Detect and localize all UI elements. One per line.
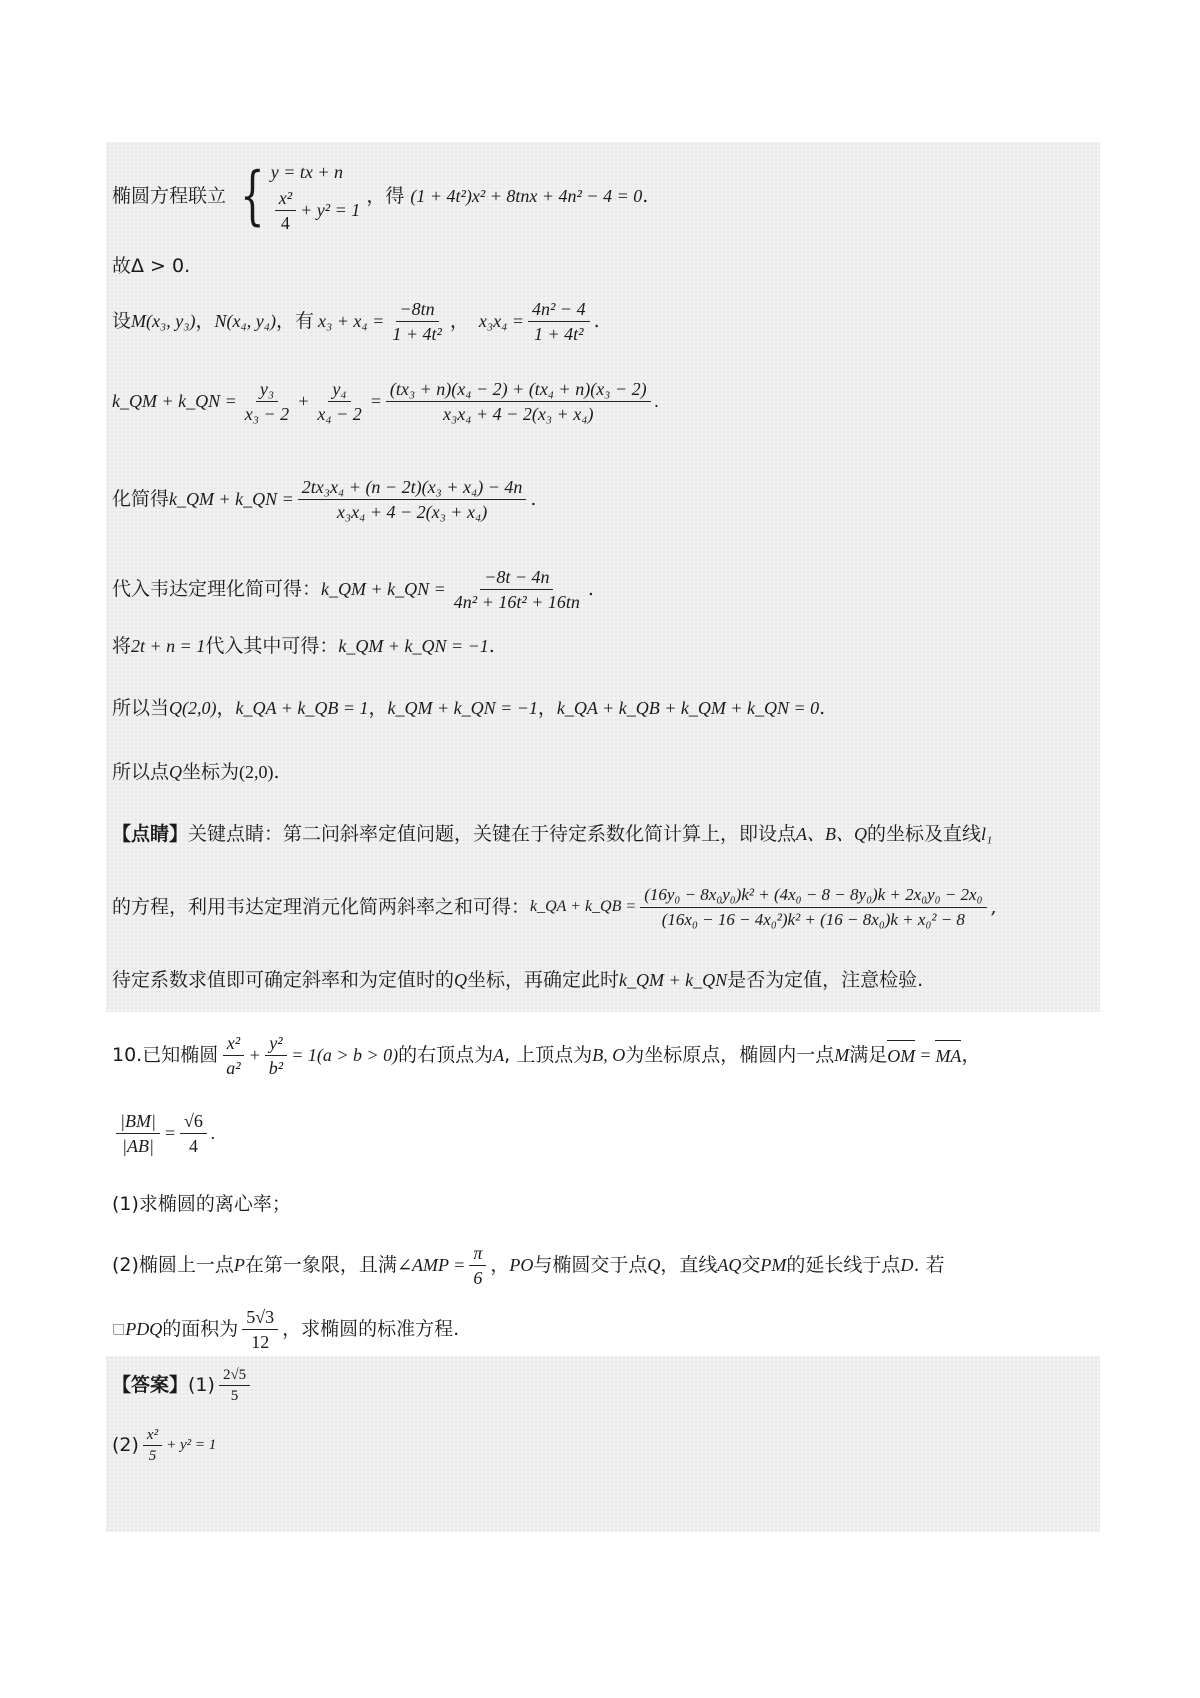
text: ，直线 <box>660 1254 718 1276</box>
frac-num: x² <box>275 186 296 211</box>
text: ， <box>961 1044 981 1066</box>
ellipse-condition: = 1(a > b > 0) <box>291 1045 399 1065</box>
line-pm: PM <box>760 1255 787 1275</box>
text: 关键点睛：第二问斜率定值问题，关键在于待定系数化简计算上，即设点 <box>188 823 797 845</box>
text: ， <box>195 310 215 332</box>
text: ，有 <box>276 310 315 332</box>
line-l1: l₁ <box>981 824 993 844</box>
solution-line-2 <box>112 252 190 280</box>
frac-num: 2tx₃x₄ + (n − 2t)(x₃ + x₄) − 4n <box>298 475 527 500</box>
point-n: N(x₄, y₄) <box>214 311 277 331</box>
solution-line-7: 将 2t + n = 1 代入其中可得： k_QM + k_QN = −1 . <box>112 632 495 660</box>
frac-num: x² <box>143 1425 162 1446</box>
slope-sum-lhs: k_QA + k_QB = <box>530 898 637 915</box>
answer-label-1: (1) <box>188 1374 215 1396</box>
triangle-pdq: PDQ <box>125 1319 163 1339</box>
frac-num: y² <box>265 1031 286 1056</box>
text: 代入其中可得： <box>205 635 339 657</box>
point-q: Q <box>169 762 183 782</box>
frac-num: −8tn <box>396 297 439 322</box>
text: 代入韦达定理化简可得： <box>112 578 322 600</box>
frac-num: −8t − 4n <box>480 565 553 590</box>
solution-line-5: 化简得 k_QM + k_QN = $\frac{\text{2tx₃x₄ + (n − 2t)(x₃ + x₄) − 4n}}{\text{x₃x₄ + 4 − 2(x₃ + x₄)}}$ . <box>112 476 537 522</box>
period: . <box>642 185 649 207</box>
frac-den: x₃x₄ + 4 − 2(x₃ + x₄) <box>336 501 488 522</box>
text: 的延长线于点 <box>786 1254 901 1276</box>
points: A、B、Q <box>796 824 868 844</box>
vieta-product-lhs: x₃x₄ = <box>478 311 525 331</box>
text: 的面积为 <box>162 1318 239 1340</box>
text: 设 <box>112 310 132 332</box>
highlight-tag: 【点睛】 <box>112 823 189 845</box>
quadratic-equation: (1 + 4t²)x² + 8tnx + 4n² − 4 = 0 <box>410 186 643 206</box>
text: 坐标，再确定此时 <box>467 969 620 991</box>
frac-den: 12 <box>251 1331 270 1352</box>
problem-question-2-cont <box>112 1300 459 1358</box>
text: 的右顶点为 <box>398 1044 494 1066</box>
frac-den: a² <box>226 1057 241 1078</box>
text: 与椭圆交于点 <box>533 1254 648 1276</box>
problem-question-2 <box>112 1236 945 1294</box>
frac-num: 2√5 <box>219 1365 250 1386</box>
text: 满足 <box>849 1044 888 1066</box>
frac-num: √6 <box>180 1109 207 1134</box>
solution-line-12 <box>112 966 923 994</box>
frac-den: 4 <box>188 1135 198 1156</box>
solution-line-9: 所以点 Q 坐标为 (2,0) . <box>112 758 280 786</box>
frac-num: π <box>469 1241 486 1266</box>
condition: 2t + n = 1 <box>131 636 206 656</box>
frac-den: (16x₀ − 16 − 4x₀²)k² + (16 − 8x₀)k + x₀² − 8 <box>661 909 965 929</box>
slope-sum-lhs: k_QM + k_QN = <box>321 579 446 599</box>
solution-line-1 <box>112 152 648 240</box>
system-eq-2: + y² = 1 <box>300 200 361 220</box>
slope-sum: k_QM + k_QN <box>619 970 728 990</box>
point-q: Q(2,0) <box>169 698 217 718</box>
frac-den: |AB| <box>122 1135 154 1156</box>
frac-num: |BM| <box>116 1109 160 1134</box>
frac-den: x₄ − 2 <box>317 403 362 424</box>
slope-sum-lhs: k_QM + k_QN = <box>112 391 237 411</box>
text: 坐标为 <box>182 761 240 783</box>
solution-line-10 <box>112 820 992 848</box>
frac-num: (tx₃ + n)(x₄ − 2) + (tx₄ + n)(x₃ − 2) <box>386 377 651 402</box>
text: 交 <box>741 1254 761 1276</box>
frac-den: 5 <box>148 1447 157 1464</box>
question-1: (1)求椭圆的离心率； <box>112 1193 291 1215</box>
text: 所以点 <box>112 761 170 783</box>
vector-ma: MA <box>935 1040 961 1070</box>
point-q: Q <box>454 970 468 990</box>
frac-den: 1 + 4t² <box>392 323 442 344</box>
text: 已知椭圆 <box>142 1044 219 1066</box>
text: 椭圆方程联立 <box>112 185 227 207</box>
problem-question-1 <box>112 1190 291 1218</box>
equation-system <box>232 158 360 235</box>
frac-den: 5 <box>230 1387 239 1404</box>
text: ， <box>490 1254 510 1276</box>
text: 的方程，利用韦达定理消元化简两斜率之和可得： <box>112 896 531 918</box>
point-d: D <box>900 1255 914 1275</box>
angle-amp: ∠AMP = <box>396 1255 466 1275</box>
discriminant-text: 故Δ > 0. <box>112 255 191 277</box>
frac-num: x² <box>223 1031 244 1056</box>
vector-om: OM <box>887 1040 915 1070</box>
text: 为坐标原点，椭圆内一点 <box>625 1044 835 1066</box>
slope-sum-lhs: k_QM + k_QN = <box>169 489 294 509</box>
frac-num: y₄ <box>328 377 350 402</box>
frac-den: x₃ − 2 <box>244 403 290 424</box>
points-b-o: B, O <box>592 1045 626 1065</box>
slope-eq-a: k_QA + k_QB = 1 <box>235 698 369 718</box>
answer-shaded-block <box>106 1356 1100 1532</box>
text: 的坐标及直线 <box>867 823 982 845</box>
problem-number: 10. <box>112 1044 143 1066</box>
system-eq-1: y = tx + n <box>270 161 344 182</box>
problem-line-1: 10. 已知椭圆 $\frac{\text{x²}}{\text{a²}}$ + $\frac{\text{y²}}{\text{b²}}$ = 1(a > b > 0) 的右顶点为 A , 上顶点为 B, O 为坐标原点，椭圆内一点 M 满足 OM = MA ， <box>112 1032 981 1078</box>
point-m: M(x₃, y₃) <box>131 311 196 331</box>
frac-num: 5√3 <box>242 1305 278 1330</box>
triangle-placeholder-icon: □ <box>112 1321 126 1337</box>
frac-den: 1 + 4t² <box>534 323 584 344</box>
point-q: Q <box>647 1255 661 1275</box>
slope-eq-c: k_QA + k_QB + k_QM + k_QN = 0 <box>556 698 820 718</box>
frac-den: b² <box>268 1057 284 1078</box>
text: , 上顶点为 <box>504 1044 593 1066</box>
text: 所以当 <box>112 697 170 719</box>
equals: = <box>919 1045 932 1065</box>
answer-tag: 【答案】 <box>112 1374 189 1396</box>
text: ，求椭圆的标准方程. <box>282 1318 460 1340</box>
solution-line-3: 设 M(x₃, y₃) ， N(x₄, y₄) ，有 x₃ + x₄ = $\frac{-8tn}{\text{1 + 4t²}}$ ， x₃x₄ = $\frac{\text{4n² − 4}}{\text{1 + 4t²}}$ . <box>112 298 600 344</box>
slope-eq-b: k_QM + k_QN = −1 <box>387 698 538 718</box>
solution-line-6: 代入韦达定理化简可得： k_QM + k_QN = $\frac{-8t - 4n}{\text{4n² + 16t² + 16tn}}$ . <box>112 566 594 612</box>
frac-num: 4n² − 4 <box>528 297 590 322</box>
segment-po: PO <box>509 1255 534 1275</box>
text: 是否为定值，注意检验. <box>727 969 924 991</box>
answer-equation: + y² = 1 <box>166 1437 217 1453</box>
frac-den: 4n² + 16t² + 16tn <box>453 591 580 612</box>
frac-den: 6 <box>473 1267 483 1288</box>
solution-line-8: 所以当 Q(2,0) ， k_QA + k_QB = 1 ， k_QM + k_QN = −1 ， k_QA + k_QB + k_QM + k_QN = 0 . <box>112 694 825 722</box>
text: 化简得 <box>112 488 170 510</box>
frac-num: y₃ <box>256 377 278 402</box>
point-m: M <box>834 1045 850 1065</box>
point-a: A <box>493 1045 505 1065</box>
text: 将 <box>112 635 132 657</box>
point-p: P <box>233 1255 245 1275</box>
answer-line-1 <box>112 1360 254 1410</box>
frac-den: x₃x₄ + 4 − 2(x₃ + x₄) <box>443 403 594 424</box>
period: . <box>210 1123 216 1143</box>
text: 待定系数求值即可确定斜率和为定值时的 <box>112 969 455 991</box>
line-aq: AQ <box>717 1255 742 1275</box>
text: ，得 <box>366 185 405 207</box>
answer-line-2 <box>112 1420 216 1470</box>
text: (2)椭圆上一点 <box>112 1254 234 1276</box>
answer-label-2: (2) <box>112 1434 139 1456</box>
equals: = <box>163 1123 177 1143</box>
text: 在第一象限，且满 <box>244 1254 397 1276</box>
solution-line-4: k_QM + k_QN = $\frac{\text{y₃}}{\text{x₃ − 2}}$ + $\frac{\text{y₄}}{\text{x₄ − 2}}$ = $\frac{\text{(tx₃ + n)(x₄ − 2) + (tx₄ + n)(x₃ − 2)}}{\text{x₃x₄ + 4 − 2(x₃ + x₄)}}$ . <box>112 378 660 424</box>
vieta-sum-lhs: x₃ + x₄ = <box>318 311 385 331</box>
text: . 若 <box>913 1254 945 1276</box>
brace-icon: { <box>240 159 265 233</box>
frac-num: (16y₀ − 8x₀y₀)k² + (4x₀ − 8 − 8y₀)k + 2x₀y₀ − 2x₀ <box>640 883 986 908</box>
problem-line-2 <box>112 1104 215 1162</box>
coordinate: (2,0) <box>239 762 274 782</box>
result: k_QM + k_QN = −1 <box>338 636 489 656</box>
frac-den: 4 <box>280 212 290 233</box>
solution-line-11: 的方程，利用韦达定理消元化简两斜率之和可得： k_QA + k_QB = $\frac{\text{(16y₀ − 8x₀y₀)k² + (4x₀ − 8 − 8y₀)k + 2x₀y₀ − 2x₀}}{\text{(16x₀ − 16 − 4x₀²)k² + (16 − 8x₀)k + x₀² − 8}}$ , <box>112 878 997 936</box>
